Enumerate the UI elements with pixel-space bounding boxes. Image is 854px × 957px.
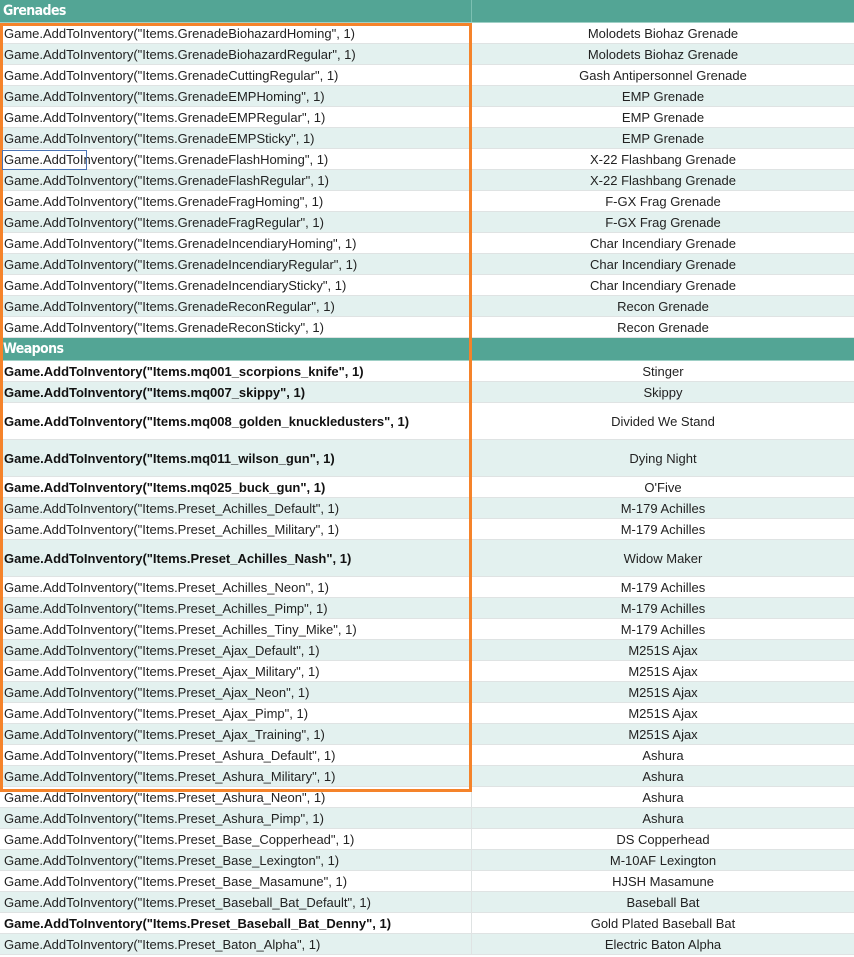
table-row bbox=[0, 254, 854, 275]
command-cell[interactable]: Game.AddToInventory("Items.Preset_Base_Lexington", 1) bbox=[0, 850, 472, 870]
table-row bbox=[0, 233, 854, 254]
item-name-cell[interactable]: M251S Ajax bbox=[628, 642, 698, 658]
section-header-label[interactable]: Weapons bbox=[0, 338, 472, 360]
command-cell[interactable]: Game.AddToInventory("Items.GrenadeEMPHoming", 1) bbox=[0, 86, 472, 106]
command-cell[interactable]: Game.AddToInventory("Items.GrenadeIncendiaryHoming", 1) bbox=[0, 233, 472, 253]
command-cell[interactable]: Game.AddToInventory("Items.Preset_Baton_Alpha", 1) bbox=[0, 934, 472, 954]
item-name-cell[interactable]: EMP Grenade bbox=[621, 109, 705, 125]
table-row bbox=[0, 107, 854, 128]
item-name-cell[interactable]: Ashura bbox=[642, 810, 684, 826]
table-row bbox=[0, 640, 854, 661]
command-cell[interactable]: Game.AddToInventory("Items.mq011_wilson_gun", 1) bbox=[0, 440, 472, 476]
item-name-cell[interactable]: X-22 Flashbang Grenade bbox=[590, 151, 736, 167]
command-cell[interactable]: Game.AddToInventory("Items.GrenadeReconSticky", 1) bbox=[0, 317, 472, 337]
command-cell[interactable]: Game.AddToInventory("Items.GrenadeFragHoming", 1) bbox=[0, 191, 472, 211]
command-cell[interactable]: Game.AddToInventory("Items.Preset_Achilles_Nash", 1) bbox=[0, 540, 472, 576]
item-name-cell[interactable]: Recon Grenade bbox=[617, 319, 709, 335]
item-name-cell[interactable]: EMP Grenade bbox=[621, 130, 705, 146]
table-row bbox=[0, 317, 854, 338]
item-name-cell[interactable]: Ashura bbox=[642, 747, 684, 763]
command-cell[interactable]: Game.AddToInventory("Items.Preset_Achilles_Neon", 1) bbox=[0, 577, 472, 597]
table-row bbox=[0, 440, 854, 477]
command-cell[interactable]: Game.AddToInventory("Items.GrenadeFlashHoming", 1) bbox=[0, 149, 472, 169]
section-header-empty-cell[interactable] bbox=[472, 0, 854, 22]
item-name-cell[interactable]: F-GX Frag Grenade bbox=[605, 214, 721, 230]
item-name-cell[interactable]: Gash Antipersonnel Grenade bbox=[579, 67, 747, 83]
table-row bbox=[0, 519, 854, 540]
table-row bbox=[0, 871, 854, 892]
item-name-cell[interactable]: M-179 Achilles bbox=[620, 579, 706, 595]
command-cell[interactable]: Game.AddToInventory("Items.Preset_Ajax_Default", 1) bbox=[0, 640, 472, 660]
table-row bbox=[0, 724, 854, 745]
item-name-cell[interactable]: Electric Baton Alpha bbox=[604, 936, 722, 952]
item-name-cell[interactable]: Molodets Biohaz Grenade bbox=[587, 46, 739, 62]
command-cell[interactable]: Game.AddToInventory("Items.mq001_scorpions_knife", 1) bbox=[0, 361, 472, 381]
item-name-cell[interactable]: M251S Ajax bbox=[628, 705, 698, 721]
section-header-row bbox=[0, 0, 854, 23]
item-name-cell[interactable]: Char Incendiary Grenade bbox=[590, 256, 736, 272]
item-name-cell[interactable]: Gold Plated Baseball Bat bbox=[590, 915, 736, 931]
command-cell[interactable]: Game.AddToInventory("Items.Preset_Achilles_Pimp", 1) bbox=[0, 598, 472, 618]
command-cell[interactable]: Game.AddToInventory("Items.GrenadeFlashRegular", 1) bbox=[0, 170, 472, 190]
item-name-cell[interactable]: M251S Ajax bbox=[628, 726, 698, 742]
item-name-cell[interactable]: M-179 Achilles bbox=[620, 521, 706, 537]
table-row bbox=[0, 149, 854, 170]
item-name-cell[interactable]: DS Copperhead bbox=[616, 831, 710, 847]
table-row bbox=[0, 682, 854, 703]
command-cell[interactable]: Game.AddToInventory("Items.Preset_Ashura_Default", 1) bbox=[0, 745, 472, 765]
command-cell[interactable]: Game.AddToInventory("Items.mq008_golden_knuckledusters", 1) bbox=[0, 403, 472, 439]
item-name-cell[interactable]: Molodets Biohaz Grenade bbox=[587, 25, 739, 41]
command-cell[interactable]: Game.AddToInventory("Items.Preset_Achilles_Default", 1) bbox=[0, 498, 472, 518]
command-cell[interactable]: Game.AddToInventory("Items.Preset_Base_Masamune", 1) bbox=[0, 871, 472, 891]
command-cell[interactable]: Game.AddToInventory("Items.GrenadeBiohazardRegular", 1) bbox=[0, 44, 472, 64]
section-header-row bbox=[0, 338, 854, 361]
item-name-cell[interactable]: F-GX Frag Grenade bbox=[605, 193, 721, 209]
table-row bbox=[0, 661, 854, 682]
item-name-cell[interactable]: O'Five bbox=[644, 479, 682, 495]
command-cell[interactable]: Game.AddToInventory("Items.Preset_Ajax_Neon", 1) bbox=[0, 682, 472, 702]
item-name-cell[interactable]: M-179 Achilles bbox=[620, 621, 706, 637]
command-cell[interactable]: Game.AddToInventory("Items.Preset_Achilles_Military", 1) bbox=[0, 519, 472, 539]
command-cell[interactable]: Game.AddToInventory("Items.GrenadeBiohazardHoming", 1) bbox=[0, 23, 472, 43]
command-cell[interactable]: Game.AddToInventory("Items.Preset_Ashura_Pimp", 1) bbox=[0, 808, 472, 828]
command-cell[interactable]: Game.AddToInventory("Items.Preset_Ajax_Pimp", 1) bbox=[0, 703, 472, 723]
item-name-cell[interactable]: Recon Grenade bbox=[617, 298, 709, 314]
command-cell[interactable]: Game.AddToInventory("Items.Preset_Ashura_Neon", 1) bbox=[0, 787, 472, 807]
table-row bbox=[0, 191, 854, 212]
table-row bbox=[0, 745, 854, 766]
table-row bbox=[0, 44, 854, 65]
table-row bbox=[0, 787, 854, 808]
section-header-empty-cell[interactable] bbox=[472, 338, 854, 360]
table-row bbox=[0, 296, 854, 317]
command-cell[interactable]: Game.AddToInventory("Items.Preset_Base_Copperhead", 1) bbox=[0, 829, 472, 849]
table-row bbox=[0, 850, 854, 871]
table-row bbox=[0, 65, 854, 86]
command-cell[interactable]: Game.AddToInventory("Items.Preset_Ajax_Military", 1) bbox=[0, 661, 472, 681]
command-cell[interactable]: Game.AddToInventory("Items.GrenadeIncendiarySticky", 1) bbox=[0, 275, 472, 295]
table-row bbox=[0, 619, 854, 640]
command-cell[interactable]: Game.AddToInventory("Items.GrenadeIncendiaryRegular", 1) bbox=[0, 254, 472, 274]
table-row bbox=[0, 577, 854, 598]
table-row bbox=[0, 892, 854, 913]
table-row bbox=[0, 382, 854, 403]
command-cell[interactable]: Game.AddToInventory("Items.GrenadeFragRegular", 1) bbox=[0, 212, 472, 232]
table-row bbox=[0, 86, 854, 107]
table-row bbox=[0, 498, 854, 519]
item-name-cell[interactable]: Widow Maker bbox=[623, 550, 703, 566]
item-name-cell[interactable]: M251S Ajax bbox=[628, 684, 698, 700]
table-row bbox=[0, 934, 854, 955]
item-name-cell[interactable]: Divided We Stand bbox=[611, 413, 715, 429]
table-row bbox=[0, 913, 854, 934]
table-row bbox=[0, 212, 854, 233]
table-row bbox=[0, 540, 854, 577]
table-row bbox=[0, 361, 854, 382]
command-cell[interactable]: Game.AddToInventory("Items.mq007_skippy", 1) bbox=[0, 382, 472, 402]
item-name-cell[interactable]: Char Incendiary Grenade bbox=[590, 235, 736, 251]
item-name-cell[interactable]: Stinger bbox=[642, 363, 684, 379]
command-cell[interactable]: Game.AddToInventory("Items.mq025_buck_gun", 1) bbox=[0, 477, 472, 497]
table-row bbox=[0, 23, 854, 44]
command-cell[interactable]: Game.AddToInventory("Items.GrenadeCuttingRegular", 1) bbox=[0, 65, 472, 85]
command-cell[interactable]: Game.AddToInventory("Items.Preset_Baseball_Bat_Denny", 1) bbox=[0, 913, 472, 933]
item-name-cell[interactable]: M-10AF Lexington bbox=[609, 852, 717, 868]
command-cell[interactable]: Game.AddToInventory("Items.GrenadeEMPRegular", 1) bbox=[0, 107, 472, 127]
command-cell[interactable]: Game.AddToInventory("Items.Preset_Ashura_Military", 1) bbox=[0, 766, 472, 786]
item-name-cell[interactable]: HJSH Masamune bbox=[612, 873, 714, 889]
item-name-cell[interactable]: Ashura bbox=[642, 789, 684, 805]
item-name-cell[interactable]: Ashura bbox=[642, 768, 684, 784]
command-cell[interactable]: Game.AddToInventory("Items.Preset_Baseball_Bat_Default", 1) bbox=[0, 892, 472, 912]
table-row bbox=[0, 477, 854, 498]
command-cell[interactable]: Game.AddToInventory("Items.GrenadeEMPSticky", 1) bbox=[0, 128, 472, 148]
item-name-cell[interactable]: EMP Grenade bbox=[621, 88, 705, 104]
table-row bbox=[0, 808, 854, 829]
item-name-cell[interactable]: M251S Ajax bbox=[628, 663, 698, 679]
table-row bbox=[0, 170, 854, 191]
table-row bbox=[0, 598, 854, 619]
item-name-cell[interactable]: Char Incendiary Grenade bbox=[590, 277, 736, 293]
table-row bbox=[0, 766, 854, 787]
item-name-cell[interactable]: Dying Night bbox=[629, 450, 697, 466]
table-row bbox=[0, 403, 854, 440]
command-cell[interactable]: Game.AddToInventory("Items.GrenadeReconRegular", 1) bbox=[0, 296, 472, 316]
table-row bbox=[0, 829, 854, 850]
item-name-cell[interactable]: Baseball Bat bbox=[626, 894, 700, 910]
table-row bbox=[0, 128, 854, 149]
item-name-cell[interactable]: Skippy bbox=[643, 384, 683, 400]
command-cell[interactable]: Game.AddToInventory("Items.Preset_Ajax_Training", 1) bbox=[0, 724, 472, 744]
item-name-cell[interactable]: X-22 Flashbang Grenade bbox=[590, 172, 736, 188]
section-header-label[interactable]: Grenades bbox=[0, 0, 472, 22]
table-row bbox=[0, 275, 854, 296]
table-row bbox=[0, 703, 854, 724]
command-cell[interactable]: Game.AddToInventory("Items.Preset_Achilles_Tiny_Mike", 1) bbox=[0, 619, 472, 639]
item-name-cell[interactable]: M-179 Achilles bbox=[620, 500, 706, 516]
item-name-cell[interactable]: M-179 Achilles bbox=[620, 600, 706, 616]
